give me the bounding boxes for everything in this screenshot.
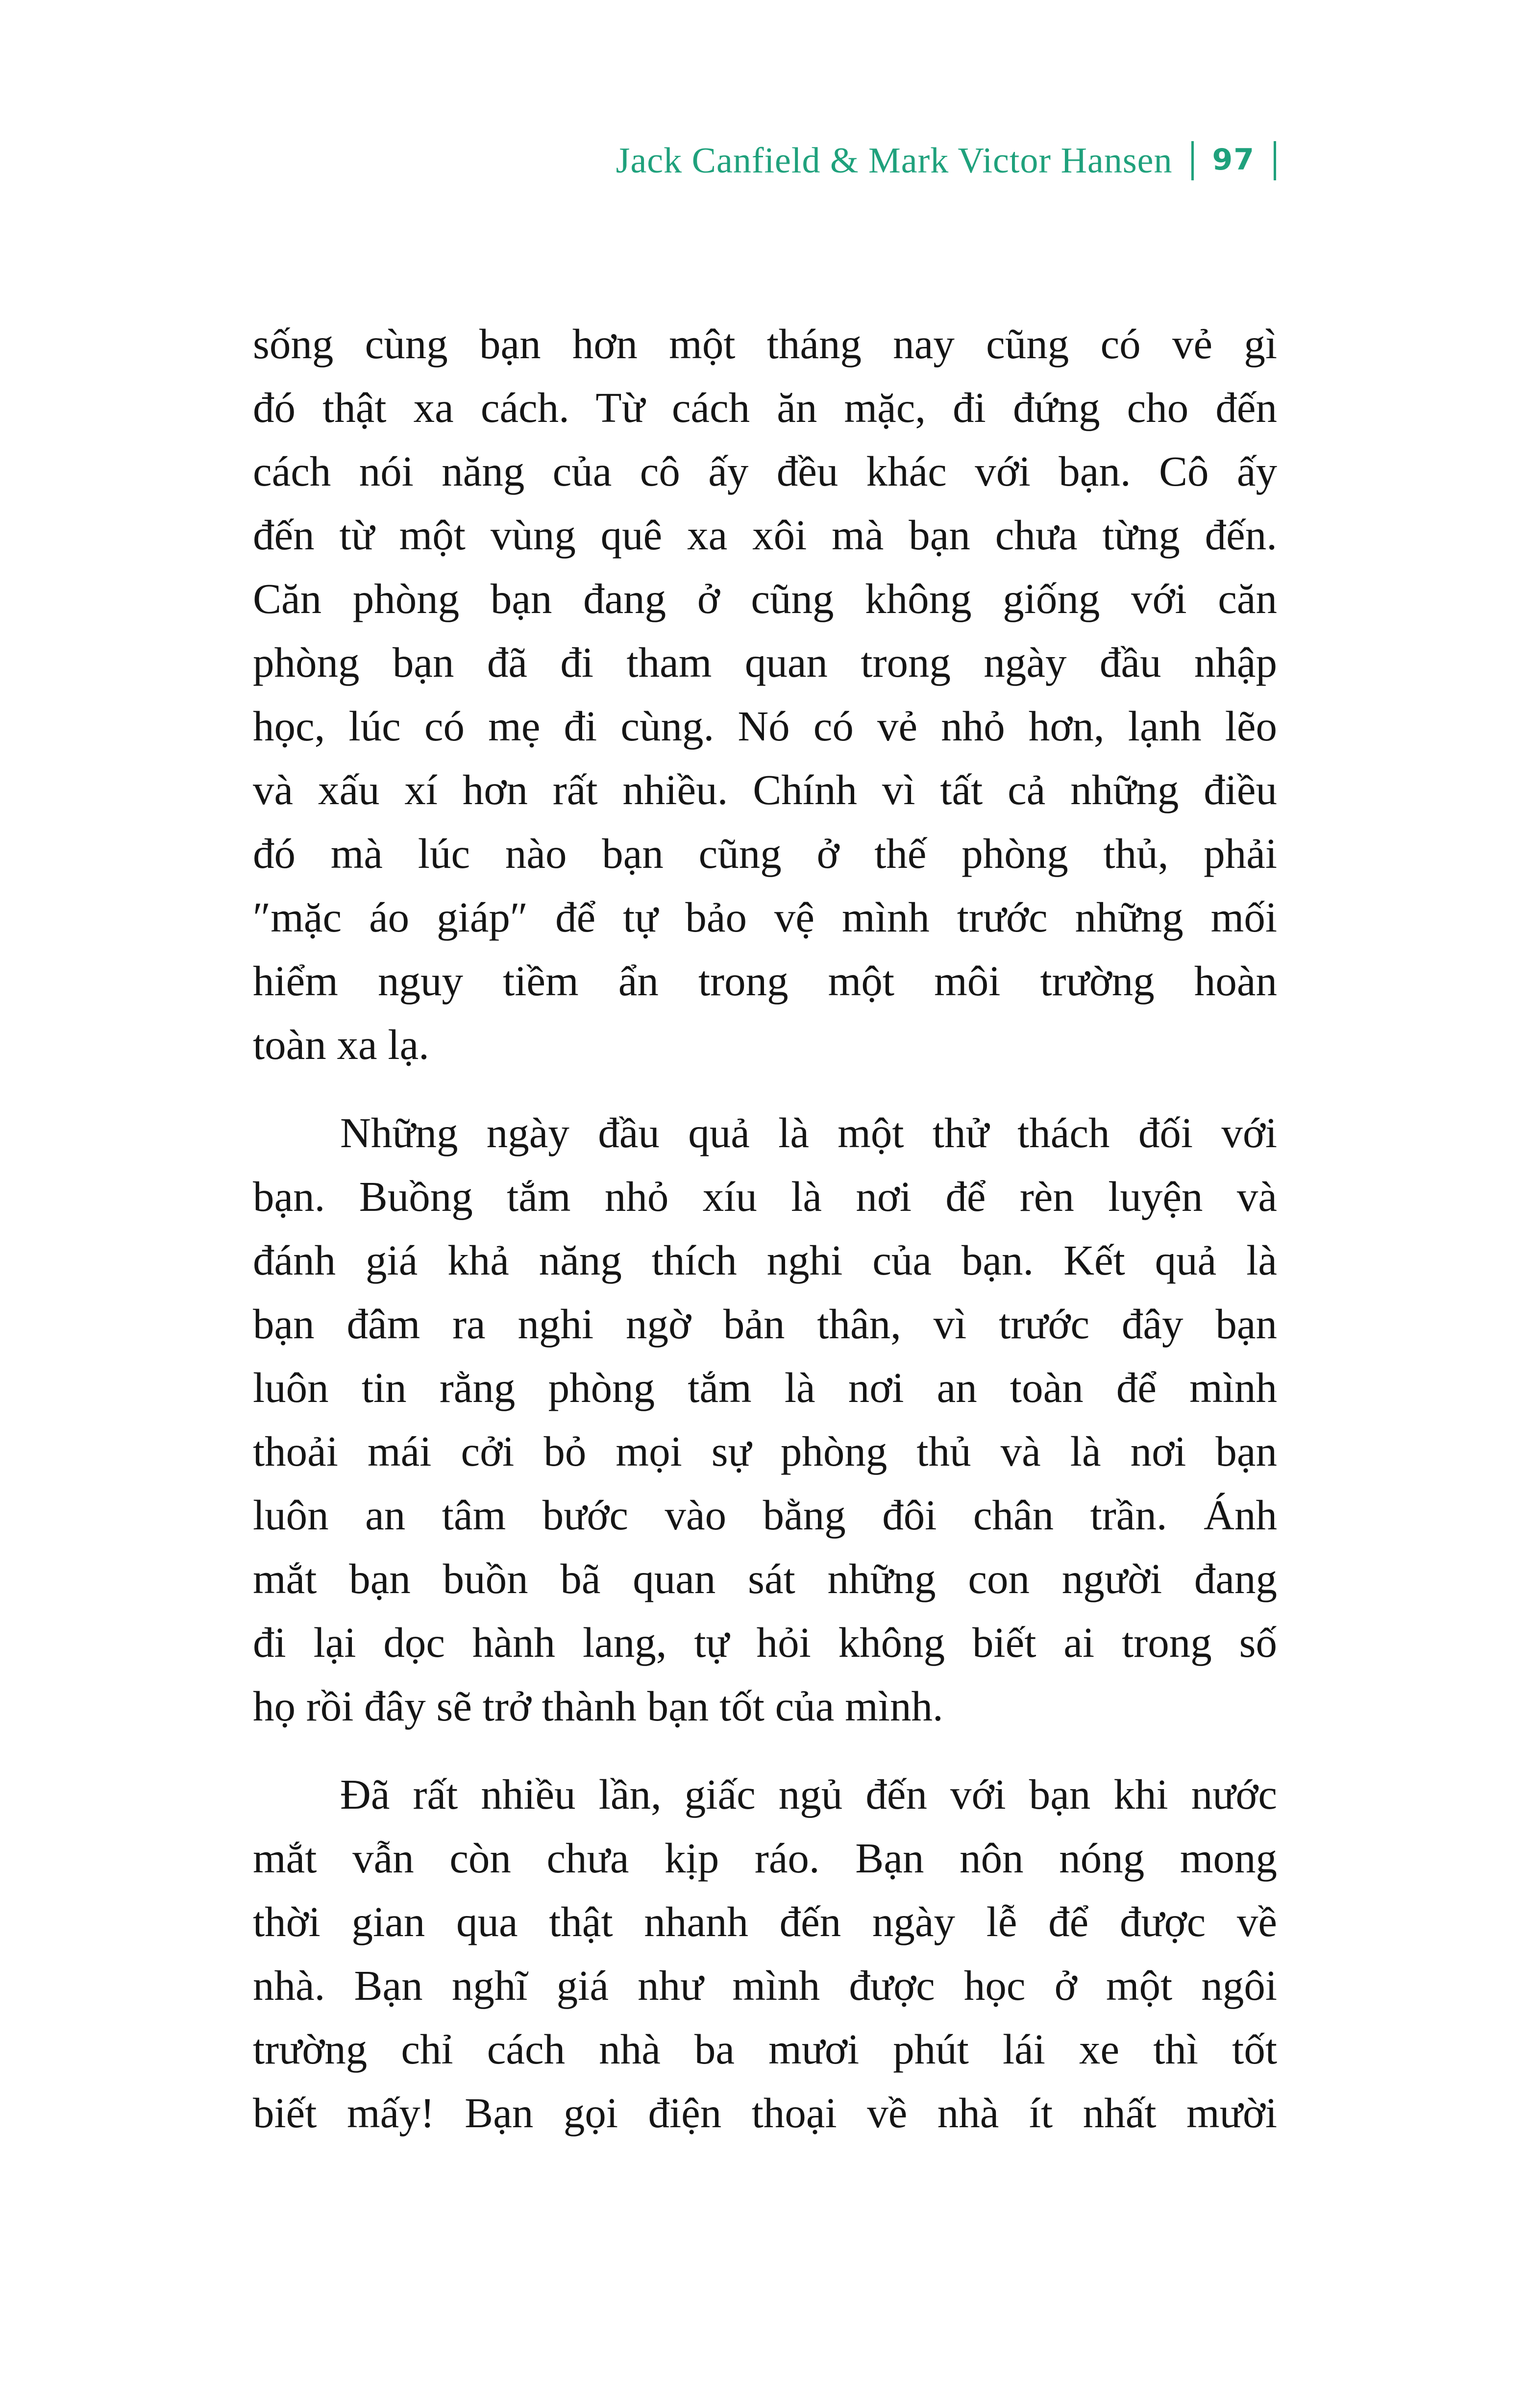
text-line: ″mặc áo giáp″ để tự bảo vệ mình trước những mối [253,893,1277,941]
page-number: 97 [1212,143,1255,177]
text-line: trường chỉ cách nhà ba mươi phút lái xe thì tốt [253,2025,1277,2073]
text-line: bạn. Buồng tắm nhỏ xíu là nơi để rèn luyện và [253,1173,1277,1220]
paragraph-3 [253,1763,1277,2145]
text-line: đó thật xa cách. Từ cách ăn mặc, đi đứng cho đến [253,384,1277,431]
text-line: Những ngày đầu quả là một thử thách đối với [340,1109,1277,1156]
text-line: thoải mái cởi bỏ mọi sự phòng thủ và là nơi bạn [253,1427,1277,1475]
text-line: sống cùng bạn hơn một tháng nay cũng có vẻ gì [253,320,1277,368]
text-line: và xấu xí hơn rất nhiều. Chính vì tất cả những điều [253,766,1277,813]
text-line: thời gian qua thật nhanh đến ngày lễ để được về [253,1898,1277,1945]
text-line: nhà. Bạn nghĩ giá như mình được học ở một ngôi [253,1962,1277,2009]
text-line: Đã rất nhiều lần, giấc ngủ đến với bạn khi nước [340,1770,1277,1818]
page-header [616,141,1276,180]
text-line: mắt vẫn còn chưa kịp ráo. Bạn nôn nóng mong [253,1834,1277,1882]
text-line: mắt bạn buồn bã quan sát những con người đang [253,1555,1277,1602]
paragraph-2 [253,1101,1277,1738]
page-body [253,312,1277,2145]
text-line: luôn tin rằng phòng tắm là nơi an toàn để mình [253,1364,1277,1411]
text-line: luôn an tâm bước vào bằng đôi chân trần. Ánh [253,1491,1277,1539]
text-line: học, lúc có mẹ đi cùng. Nó có vẻ nhỏ hơn, lạnh lẽo [253,702,1277,750]
text-line: đó mà lúc nào bạn cũng ở thế phòng thủ, phải [253,830,1277,877]
text-line: đánh giá khả năng thích nghi của bạn. Kết quả là [253,1236,1277,1284]
text-line: họ rồi đây sẽ trở thành bạn tốt của mình. [253,1682,943,1730]
text-line: cách nói năng của cô ấy đều khác với bạn. Cô ấy [253,447,1277,495]
text-line: Căn phòng bạn đang ở cũng không giống với căn [253,575,1277,622]
header-author: Jack Canfield & Mark Victor Hansen [616,141,1173,181]
header-divider-left [1191,141,1194,180]
paragraph-1 [253,312,1277,1077]
text-line: toàn xa lạ. [253,1021,429,1068]
text-line: đến từ một vùng quê xa xôi mà bạn chưa từng đến. [253,511,1277,559]
header-divider-right [1274,141,1276,180]
text-line: hiểm nguy tiềm ẩn trong một môi trường hoàn [253,957,1277,1005]
text-line: phòng bạn đã đi tham quan trong ngày đầu nhập [253,639,1277,686]
text-line: đi lại dọc hành lang, tự hỏi không biết ai trong số [253,1619,1277,1666]
text-line: bạn đâm ra nghi ngờ bản thân, vì trước đây bạn [253,1300,1277,1348]
text-line: biết mấy! Bạn gọi điện thoại về nhà ít nhất mười [253,2089,1277,2137]
